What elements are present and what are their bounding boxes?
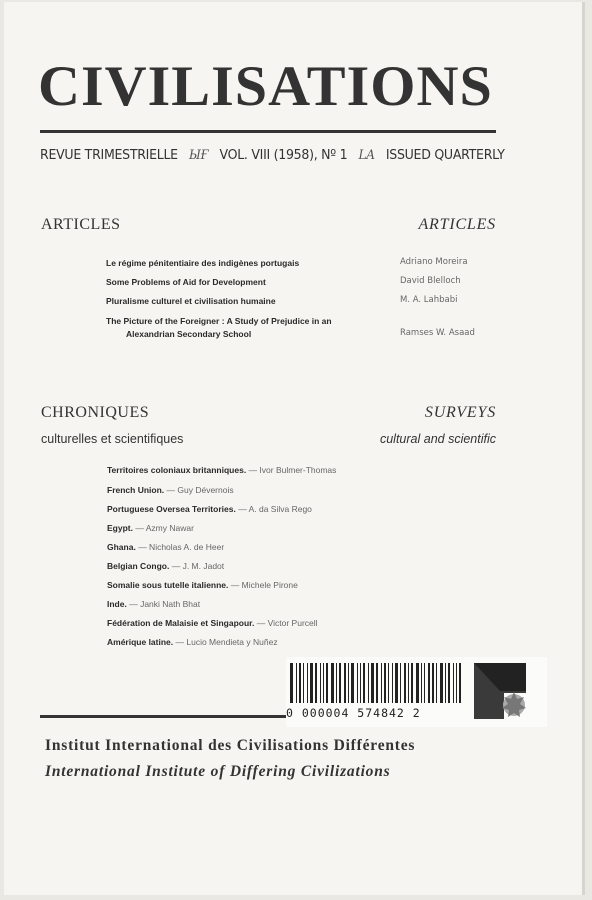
survey-region: Territoires coloniaux britanniques. xyxy=(107,465,247,475)
barcode-bar xyxy=(303,663,304,703)
survey-author: — Janki Nath Bhat xyxy=(129,599,201,609)
handwritten-mark-2: LA xyxy=(358,148,375,163)
survey-item xyxy=(107,523,194,533)
survey-region: French Union. xyxy=(107,485,165,495)
survey-item xyxy=(107,580,298,590)
barcode-bar xyxy=(299,663,301,703)
article-title: Le régime pénitentiaire des indigènes portugais xyxy=(106,258,300,268)
barcode-bar xyxy=(339,663,341,703)
barcode-bar xyxy=(376,663,378,703)
survey-region: Belgian Congo. xyxy=(107,561,170,571)
barcode-bar xyxy=(296,663,297,703)
barcode-bar xyxy=(421,663,422,703)
article-title-line-2: Alexandrian Secondary School xyxy=(126,329,252,339)
survey-region: Portuguese Oversea Territories. xyxy=(107,504,236,514)
survey-region: Fédération de Malaisie et Singapour. xyxy=(107,618,255,628)
barcode-bar xyxy=(320,663,321,703)
barcode-sticker xyxy=(286,657,547,727)
barcode-bar xyxy=(348,663,349,703)
barcode-bar xyxy=(357,663,358,703)
barcode-bar xyxy=(368,663,369,703)
surveys-subheading-en: cultural and scientific xyxy=(379,432,496,446)
barcode-bar xyxy=(416,663,419,703)
article-author: Ramses W. Asaad xyxy=(400,328,475,338)
barcode-bar xyxy=(351,663,354,703)
barcode-bar xyxy=(404,663,406,703)
barcode-bar xyxy=(331,663,334,703)
survey-region: Somalie sous tutelle italienne. xyxy=(107,580,229,590)
barcode-bar xyxy=(432,663,434,703)
survey-author: — Victor Purcell xyxy=(256,618,318,628)
articles-heading-en: ARTICLES xyxy=(418,216,496,233)
survey-region: Egypt. xyxy=(107,523,133,533)
survey-author: — Michele Pirone xyxy=(230,580,298,590)
survey-region: Inde. xyxy=(107,599,127,609)
barcode-bar xyxy=(336,663,337,703)
survey-author: — Nicholas A. de Heer xyxy=(138,542,225,552)
barcode-bar xyxy=(360,663,361,703)
barcode-bar xyxy=(428,663,430,703)
article-title: Pluralisme culturel et civilisation humaine xyxy=(106,296,276,306)
issue-line-english: ISSUED QUARTERLY xyxy=(385,147,505,163)
survey-item xyxy=(107,599,200,609)
survey-item xyxy=(107,504,312,514)
articles-heading-fr: ARTICLES xyxy=(41,216,121,233)
masthead-title: CIVILISATIONS xyxy=(38,55,493,118)
barcode-bar xyxy=(344,663,346,703)
barcode-bar xyxy=(392,663,393,703)
barcode-bars xyxy=(290,663,462,703)
survey-author: — Ivor Bulmer-Thomas xyxy=(248,465,337,475)
article-title: Some Problems of Aid for Development xyxy=(106,277,266,287)
bottom-rule xyxy=(40,715,286,718)
barcode-bar xyxy=(424,663,425,703)
article-author: M. A. Lahbabi xyxy=(400,295,458,305)
survey-author: — Guy Dévernois xyxy=(166,485,234,495)
barcode-bar xyxy=(307,663,308,703)
barcode-bar xyxy=(384,663,386,703)
survey-author: — A. da Silva Rego xyxy=(238,504,312,514)
barcode-bar xyxy=(381,663,382,703)
barcode-bar xyxy=(453,663,454,703)
surveys-heading-en: SURVEYS xyxy=(424,404,496,421)
volume-number: VOL. VIII (1958), Nº 1 xyxy=(219,147,348,163)
barcode-bar xyxy=(400,663,401,703)
article-title xyxy=(106,315,396,341)
survey-region: Ghana. xyxy=(107,542,136,552)
institute-name-en: International Institute of Differing Civilizations xyxy=(45,763,391,780)
survey-item xyxy=(107,485,234,495)
barcode-bar xyxy=(315,663,317,703)
survey-item xyxy=(107,561,224,571)
barcode-bar xyxy=(436,663,437,703)
barcode-bar xyxy=(459,663,461,703)
survey-item xyxy=(107,542,224,552)
barcode-bar xyxy=(371,663,374,703)
barcode-bar xyxy=(326,663,328,703)
article-author: David Blelloch xyxy=(400,276,461,286)
barcode-bar xyxy=(323,663,324,703)
barcode-bar xyxy=(408,663,409,703)
survey-region: Amérique latine. xyxy=(107,637,174,647)
issue-line-french: REVUE TRIMESTRIELLE xyxy=(40,147,178,163)
barcode-bar xyxy=(456,663,457,703)
barcode-bar xyxy=(395,663,398,703)
barcode-bar xyxy=(290,663,293,703)
barcode-bar xyxy=(411,663,413,703)
barcode-bar xyxy=(445,663,446,703)
handwritten-mark: ЫҒ xyxy=(189,148,209,163)
survey-author: — J. M. Jadot xyxy=(171,561,225,571)
top-rule xyxy=(40,130,496,133)
chroniques-subheading-fr: culturelles et scientifiques xyxy=(41,432,184,446)
survey-item xyxy=(107,618,318,628)
barcode-number: 0 000004 574842 2 xyxy=(286,706,421,720)
survey-author: — Azmy Nawar xyxy=(135,523,194,533)
article-title-line-1: The Picture of the Foreigner : A Study of Prejudice in an xyxy=(106,316,332,326)
journal-cover xyxy=(4,2,585,895)
barcode-bar xyxy=(363,663,365,703)
survey-item xyxy=(107,637,278,647)
library-logo-icon xyxy=(474,663,526,719)
barcode-bar xyxy=(310,663,313,703)
survey-item xyxy=(107,465,336,475)
barcode-bar xyxy=(448,663,450,703)
barcode-bar xyxy=(440,663,443,703)
institute-name-fr: Institut International des Civilisations Différentes xyxy=(45,737,416,754)
chroniques-heading-fr: CHRONIQUES xyxy=(41,404,150,421)
barcode-bar xyxy=(388,663,389,703)
article-author: Adriano Moreira xyxy=(400,257,468,267)
issue-line xyxy=(40,147,505,163)
survey-author: — Lucio Mendieta y Nuñez xyxy=(175,637,278,647)
